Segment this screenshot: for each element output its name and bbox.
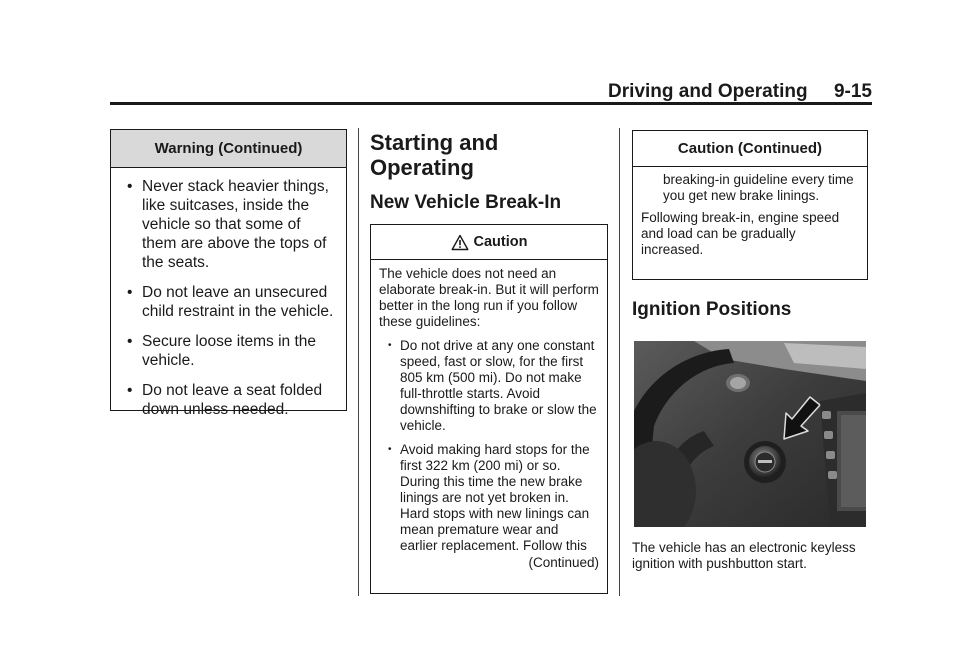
caution-continued-box — [632, 130, 868, 280]
warning-list — [111, 168, 346, 419]
list-item: • Do not leave a seat folded down unless needed. — [127, 382, 323, 418]
caution-continuation-text: breaking-in guideline every time you get new brake linings. — [663, 172, 854, 203]
list-item: • Secure loose items in the vehicle. — [127, 333, 317, 369]
caution-header — [371, 225, 607, 260]
page-header-title: Driving and Operating 9-15 — [608, 81, 872, 102]
caution-title: Caution — [473, 234, 528, 250]
bullet-icon: • — [127, 284, 133, 301]
column-divider-left — [358, 128, 359, 596]
ignition-photo — [634, 341, 866, 527]
continued-label: (Continued) — [528, 555, 599, 570]
subsection-title-ignition: Ignition Positions — [632, 299, 792, 320]
caution-list — [379, 338, 599, 554]
bullet-icon: • — [388, 444, 392, 455]
header-rule — [110, 102, 872, 105]
subsection-title-break-in: New Vehicle Break-In — [370, 192, 562, 213]
list-item: • Avoid making hard stops for the first 322 km (200 mi) or so. During this time the new brake linings are not yet broken in. Hard stops with new linings can mean premature wear and earlier replacement. Follow this — [388, 442, 590, 553]
caution-paragraph: Following break-in, engine speed and load can be gradually increased. — [641, 210, 840, 257]
list-item: • Do not leave an unsecured child restraint in the vehicle. — [127, 284, 334, 320]
section-title: Starting and Operating — [370, 130, 499, 180]
caution-triangle-icon — [451, 234, 469, 251]
caution-box — [370, 224, 608, 594]
bullet-icon: • — [127, 178, 133, 195]
bullet-icon: • — [127, 333, 133, 350]
list-item: • Do not drive at any one constant speed, fast or slow, for the first 805 km (500 mi). Do not make full-throttle starts. Avoid downshifting to brake or slow the vehicle. — [388, 338, 597, 433]
bullet-icon: • — [388, 340, 392, 351]
ignition-caption: The vehicle has an electronic keyless ignition with pushbutton start. — [632, 540, 856, 571]
list-item: • Never stack heavier things, like suitcases, inside the vehicle so that some of them are above the tops of the seats. — [127, 178, 329, 271]
warning-box — [110, 129, 347, 418]
bullet-icon: • — [127, 382, 133, 399]
column-divider-right — [619, 128, 620, 596]
caution-intro: The vehicle does not need an elaborate break-in. But it will perform better in the long run if you follow these guidelines: — [379, 266, 599, 329]
caution-continued-title: Caution (Continued) — [633, 131, 867, 167]
warning-box-title: Warning (Continued) — [111, 130, 346, 168]
ignition-photo-illustration — [634, 341, 866, 527]
